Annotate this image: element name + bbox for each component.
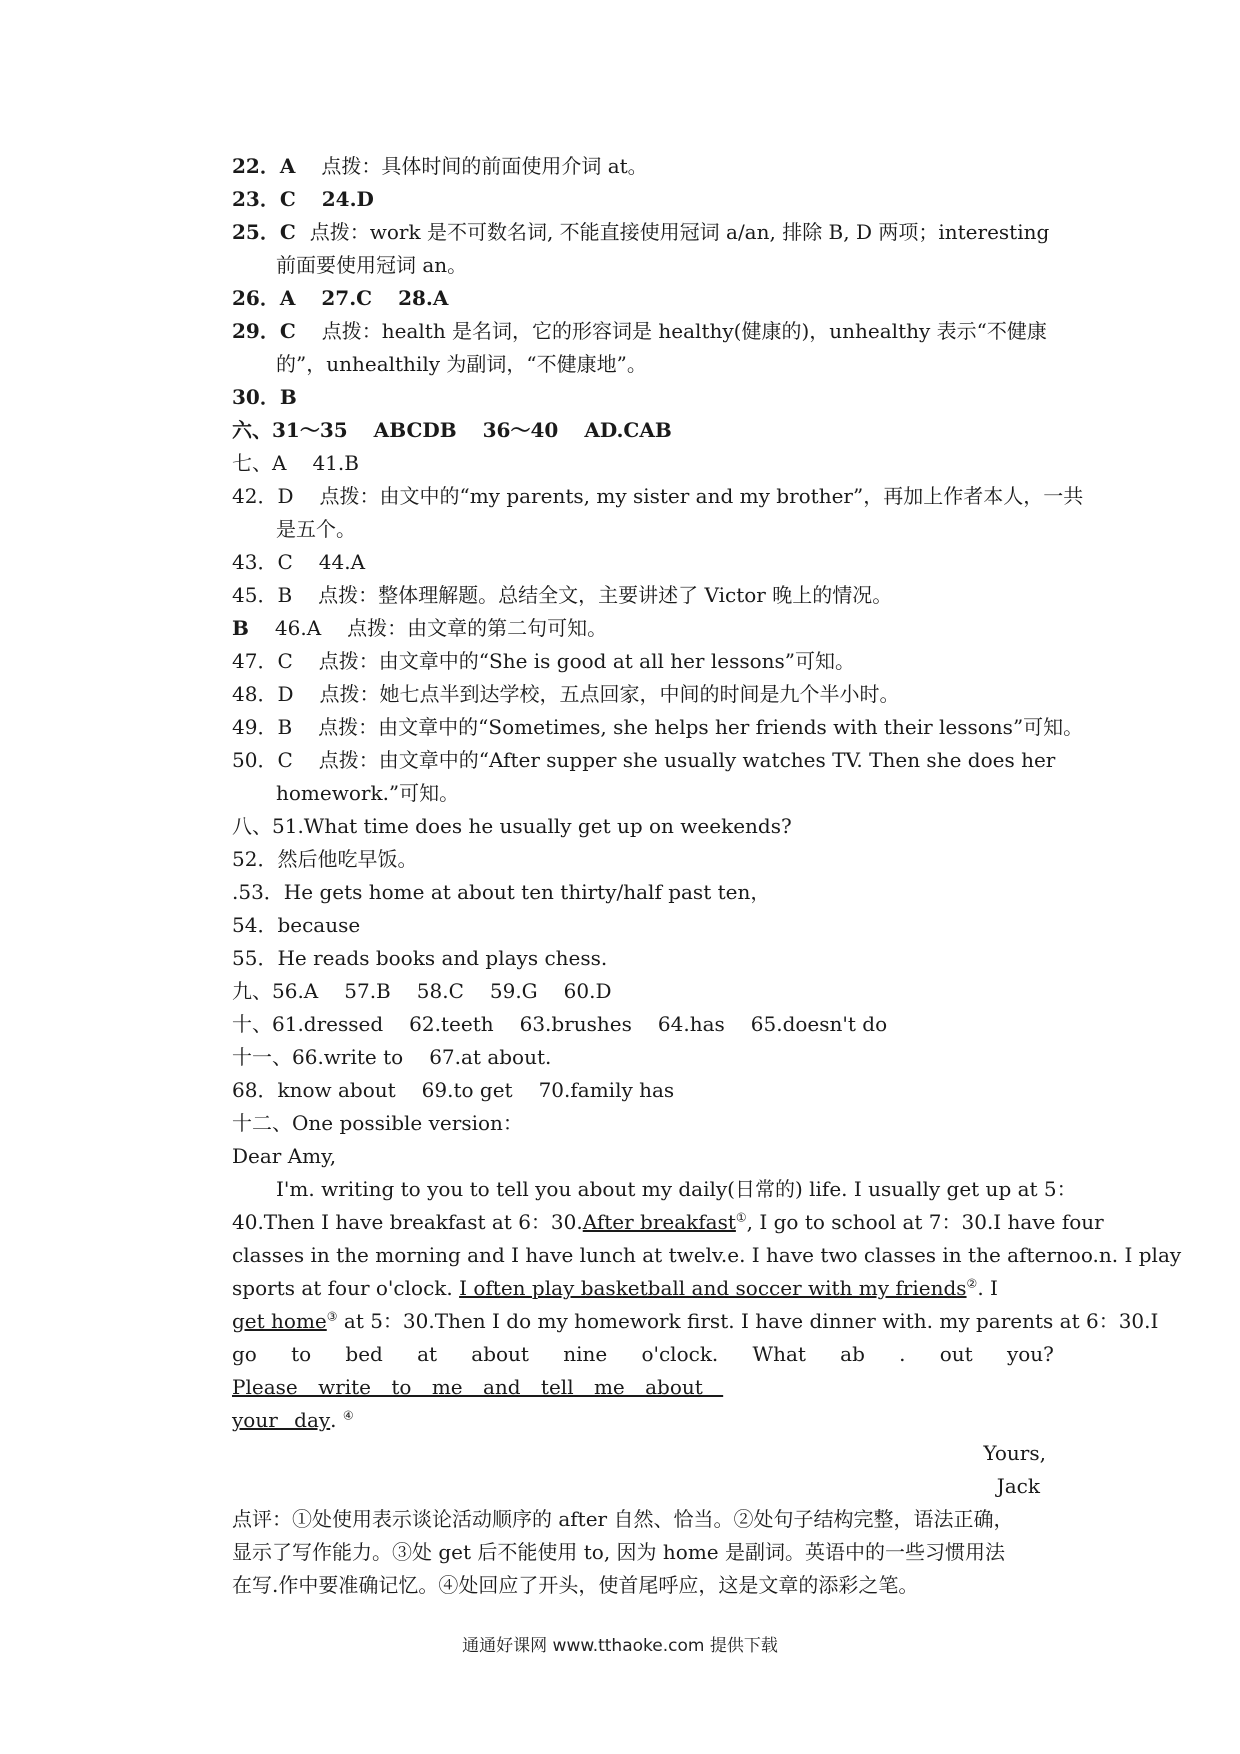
answer-26-28: 26．A 27.C 28.A — [232, 286, 449, 310]
letter-line-6: go to bed at about nine o'clock. What ab . out you? — [232, 1342, 1054, 1366]
letter-line-4: sports at four o'clock. I often play basketball and soccer with my friends②. I — [232, 1276, 998, 1300]
answer-42: 42．D 点拨：由文中的“my parents, my sister and my brother”，再加上作者本人，一共 — [232, 484, 1084, 508]
answer-30: 30．B — [232, 385, 297, 409]
review-comment — [232, 1503, 1054, 1602]
section-8: 八、51.What time does he usually get up on weekends? — [232, 814, 792, 838]
answer-43-44: 43．C 44.A — [232, 550, 366, 574]
answer-42-cont: 是五个。 — [276, 517, 356, 541]
review-line-3: 在写.作中要准确记忆。④处回应了开头，使首尾呼应，这是文章的添彩之笔。 — [232, 1573, 919, 1597]
letter-greeting: Dear Amy, — [232, 1144, 337, 1168]
answer-45: 45．B 点拨：整体理解题。总结全文，主要讲述了 Victor 晚上的情况。 — [232, 583, 893, 607]
answer-29-cont: 的”，unhealthily 为副词，“不健康地”。 — [276, 352, 647, 376]
letter-line-8: your day. ④ — [232, 1408, 354, 1432]
answer-25: 25．C 点拨：work 是不可数名词, 不能直接使用冠词 a/an, 排除 B, D 两项；interesting — [232, 220, 1050, 244]
answer-key-page — [232, 150, 1182, 1602]
section-12: 十二、One possible version： — [232, 1111, 523, 1135]
letter-line-3: classes in the morning and I have lunch at twelv.e. I have two classes in the afternoo.n. I play — [232, 1243, 1182, 1267]
review-line-1: 点评：①处使用表示谈论活动顺序的 after 自然、恰当。②处句子结构完整，语法正确， — [232, 1507, 1014, 1531]
section-7: 七、A 41.B — [232, 451, 359, 475]
answer-49: 49．B 点拨：由文章中的“Sometimes, she helps her friends with their lessons”可知。 — [232, 715, 1084, 739]
review-line-2: 显示了写作能力。③处 get 后不能使用 to, 因为 home 是副词。英语中的一些习惯用法 — [232, 1540, 1005, 1564]
section-11: 十一、66.write to 67.at about. — [232, 1045, 552, 1069]
answer-52: 52．然后他吃早饭。 — [232, 847, 418, 871]
letter-line-2: 40.Then I have breakfast at 6：30.After breakfast①, I go to school at 7：30.I have four — [232, 1210, 1104, 1234]
letter-closing: Yours, — [983, 1441, 1046, 1465]
answer-53: .53．He gets home at about ten thirty/half past ten， — [232, 880, 771, 904]
answer-55: 55．He reads books and plays chess. — [232, 946, 608, 970]
section-10: 十、61.dressed 62.teeth 63.brushes 64.has 65.doesn't do — [232, 1012, 888, 1036]
sample-letter — [232, 1140, 1182, 1503]
answer-47: 47．C 点拨：由文章中的“She is good at all her lessons”可知。 — [232, 649, 856, 673]
answer-22: 22．A 点拨：具体时间的前面使用介词 at。 — [232, 154, 648, 178]
answer-23-24: 23．C 24.D — [232, 187, 374, 211]
answer-25-cont: 前面要使用冠词 an。 — [276, 253, 468, 277]
answer-50-cont: homework.”可知。 — [276, 781, 460, 805]
letter-line-7: Please write to me and tell me about — [232, 1375, 724, 1399]
section-b: B 46.A 点拨：由文章的第二句可知。 — [232, 616, 608, 640]
section-9: 九、56.A 57.B 58.C 59.G 60.D — [232, 979, 612, 1003]
answer-68-70: 68．know about 69.to get 70.family has — [232, 1078, 675, 1102]
section-6: 六、31～35 ABCDB 36～40 AD.CAB — [232, 418, 672, 442]
letter-line-1: I'm. writing to you to tell you about my daily(日常的) life. I usually get up at 5： — [276, 1177, 1077, 1201]
letter-line-5: get home③ at 5：30.Then I do my homework first. I have dinner with. my parents at 6：30.I — [232, 1309, 1159, 1333]
answer-50: 50．C 点拨：由文章中的“After supper she usually watches TV. Then she does her — [232, 748, 1056, 772]
letter-signature: Jack — [996, 1474, 1040, 1498]
page-footer: 通通好课网 www.tthaoke.com 提供下载 — [462, 1636, 778, 1656]
answer-48: 48．D 点拨：她七点半到达学校，五点回家，中间的时间是九个半小时。 — [232, 682, 900, 706]
answer-29: 29．C 点拨：health 是名词，它的形容词是 healthy(健康的)，unhealthy 表示“不健康 — [232, 319, 1047, 343]
answer-54: 54．because — [232, 913, 361, 937]
